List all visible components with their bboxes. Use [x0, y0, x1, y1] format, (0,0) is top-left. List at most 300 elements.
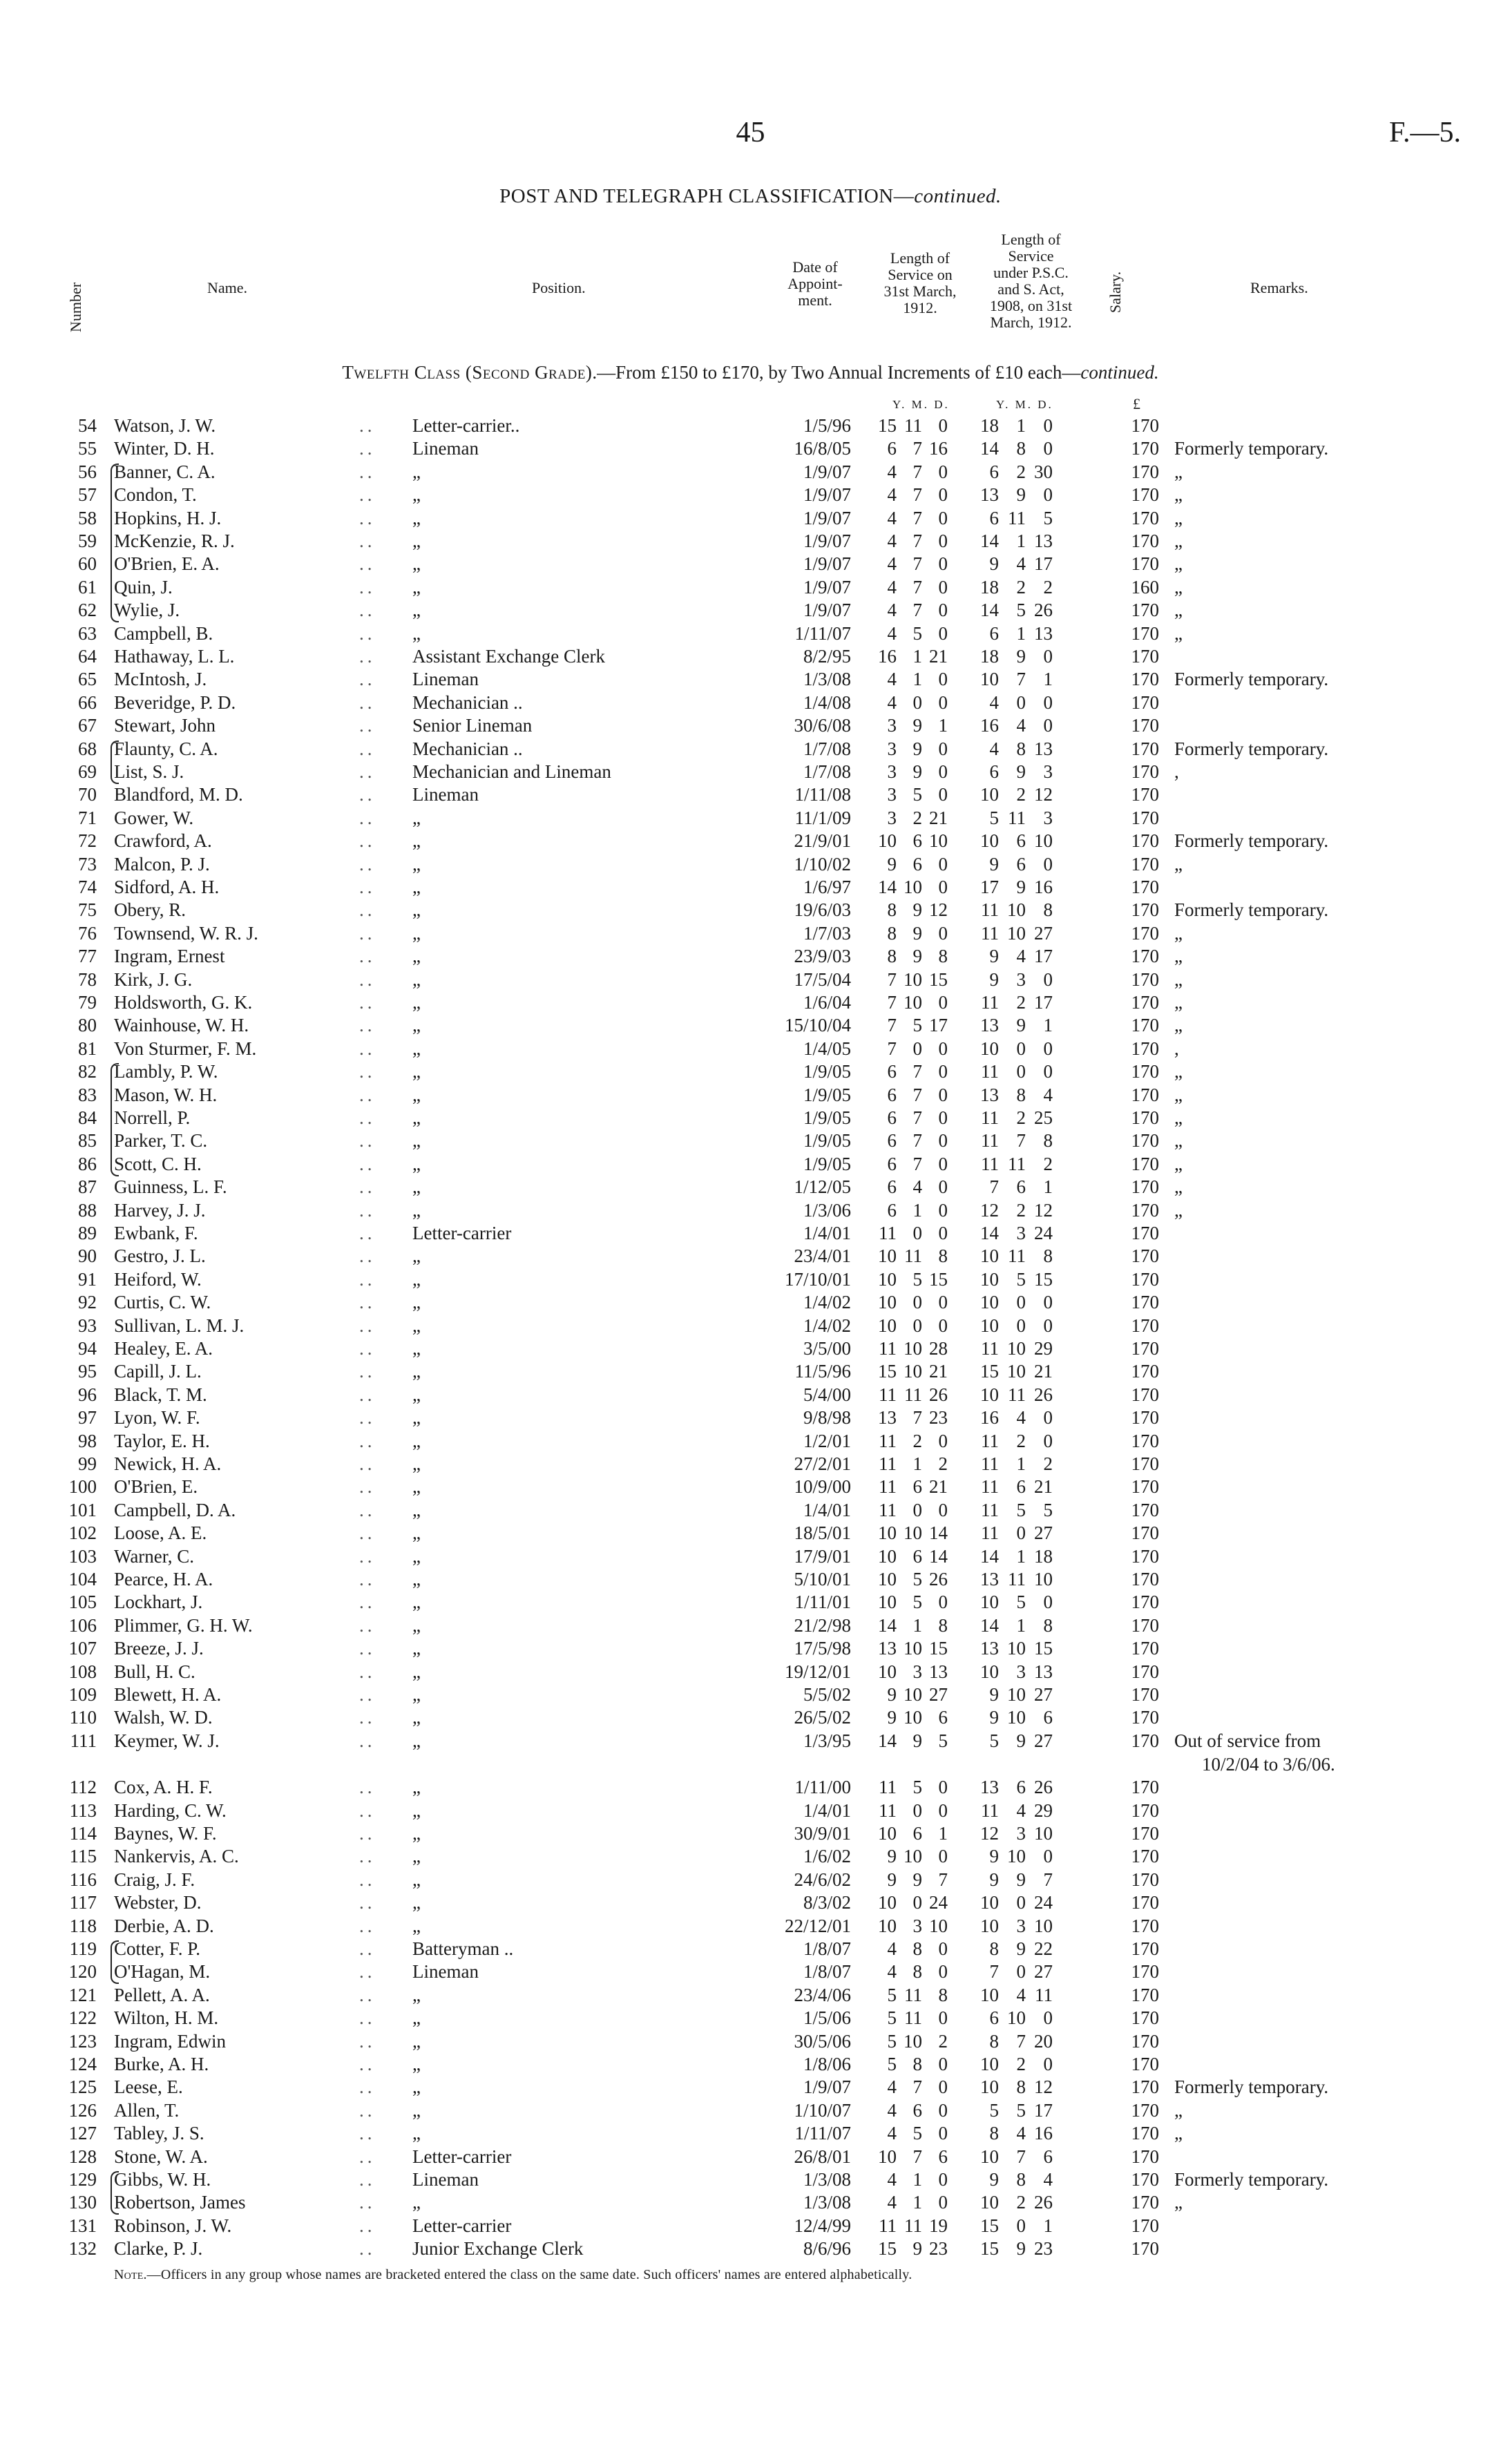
- service-months: 7: [912, 531, 922, 551]
- service-years: 10: [878, 1292, 897, 1313]
- psc-months: 7: [1016, 2146, 1026, 2167]
- service-days: 0: [938, 1315, 948, 1336]
- psc-years: 15: [980, 2215, 999, 2236]
- officer-name: O'Hagan, M.: [114, 1961, 211, 1983]
- officer-name: Condon, T.: [114, 484, 197, 506]
- remarks: „: [1174, 1130, 1183, 1152]
- service-days: 23: [929, 2238, 948, 2260]
- service-years: 3: [887, 761, 897, 782]
- service-days: 0: [938, 1061, 948, 1082]
- psc-days: 20: [1034, 2030, 1053, 2052]
- salary-value: 170: [1131, 1453, 1159, 1474]
- service-years: 8: [887, 922, 897, 944]
- service-years: 4: [887, 669, 897, 690]
- service-years: 16: [878, 646, 897, 667]
- officer-name: Burke, A. H.: [114, 2054, 209, 2074]
- row-number: 67: [78, 715, 97, 736]
- table-row: [0, 599, 1501, 622]
- table-row: [0, 1107, 1501, 1129]
- psc-days: 21: [1034, 1476, 1053, 1498]
- service-months: 9: [912, 946, 922, 967]
- service-years: 4: [887, 2123, 897, 2144]
- appointment-date: 1/10/07: [794, 2099, 851, 2121]
- psc-months: 0: [1016, 1061, 1026, 1082]
- remarks: „: [1174, 922, 1183, 944]
- appointment-date: 1/6/04: [803, 992, 851, 1013]
- table-row: [0, 1199, 1501, 1222]
- salary-value: 170: [1131, 438, 1159, 459]
- service-years: 9: [887, 1707, 897, 1728]
- salary-value: 170: [1131, 531, 1159, 551]
- salary-value: 170: [1131, 1268, 1159, 1290]
- salary-value: 170: [1131, 2146, 1159, 2167]
- officer-name: Robertson, James: [114, 2192, 246, 2213]
- psc-days: 2: [1043, 1153, 1053, 1174]
- appointment-date: 1/11/07: [794, 2123, 851, 2144]
- service-months: 7: [912, 1061, 922, 1082]
- service-days: 21: [929, 1361, 948, 1382]
- psc-years: 11: [981, 1153, 999, 1174]
- appointment-date: 5/10/01: [794, 1569, 851, 1589]
- officer-position: „: [412, 1407, 421, 1429]
- appointment-date: 1/11/01: [794, 1592, 851, 1613]
- officer-position: Lineman: [412, 669, 479, 690]
- leader-dots: ..: [359, 1915, 376, 1936]
- service-days: 10: [929, 1915, 948, 1936]
- service-years: 11: [879, 2215, 897, 2236]
- table-row: [0, 645, 1501, 668]
- officer-name: Clarke, P. J.: [114, 2238, 203, 2260]
- psc-header-line: and S. Act,: [997, 280, 1064, 298]
- psc-months: 1: [1016, 531, 1026, 551]
- footnote-label: Note.: [114, 2267, 147, 2282]
- officer-name: Heiford, W.: [114, 1268, 202, 1290]
- service-years: 11: [879, 1799, 897, 1821]
- leader-dots: ..: [359, 807, 376, 828]
- appointment-date: 3/5/00: [803, 1338, 851, 1359]
- table-row: [0, 922, 1501, 945]
- date-header-line: Date of: [792, 258, 838, 276]
- psc-days: 5: [1043, 507, 1053, 528]
- table-row: [0, 2030, 1501, 2053]
- leader-dots: ..: [359, 2076, 376, 2098]
- row-number: 128: [68, 2146, 97, 2167]
- service-months: 7: [912, 576, 922, 598]
- service-months: 6: [912, 2099, 922, 2121]
- psc-months: 0: [1016, 1961, 1026, 1983]
- psc-days: 8: [1043, 1614, 1053, 1636]
- appointment-date: 10/9/00: [794, 1476, 851, 1498]
- service-days: 0: [938, 922, 948, 944]
- leader-dots: ..: [359, 1130, 376, 1152]
- leader-dots: ..: [359, 646, 376, 667]
- officer-position: „: [412, 2192, 421, 2213]
- officer-name: Campbell, D. A.: [114, 1499, 236, 1520]
- salary-value: 170: [1131, 2054, 1159, 2074]
- row-number: 74: [78, 877, 97, 897]
- psc-months: 0: [1016, 1892, 1026, 1913]
- leader-dots: ..: [359, 1361, 376, 1382]
- appointment-date: 17/5/98: [794, 1638, 851, 1659]
- psc-years: 11: [981, 992, 999, 1013]
- service-days: 19: [929, 2215, 948, 2236]
- row-number: 64: [78, 646, 97, 667]
- service-days: 28: [929, 1338, 948, 1359]
- row-number: 63: [78, 622, 97, 644]
- salary-value: 170: [1131, 1961, 1159, 1983]
- psc-years: 10: [980, 2054, 999, 2074]
- table-row: [0, 1591, 1501, 1614]
- psc-months: 3: [1016, 1915, 1026, 1936]
- officer-name: Hopkins, H. J.: [114, 507, 222, 528]
- salary-value: 170: [1131, 1384, 1159, 1405]
- leader-dots: ..: [359, 600, 376, 621]
- service-months: 0: [912, 1892, 922, 1913]
- table-row: [0, 1430, 1501, 1453]
- table-row: [0, 576, 1501, 599]
- group-bracket: [111, 741, 119, 784]
- service-years: 4: [887, 1961, 897, 1983]
- psc-months: 11: [1008, 1153, 1026, 1174]
- table-row: [0, 1337, 1501, 1360]
- salary-value: 170: [1131, 484, 1159, 506]
- service-days: 0: [938, 2169, 948, 2190]
- psc-years: 9: [989, 1846, 999, 1867]
- psc-months: 1: [1016, 415, 1026, 436]
- service-years: 7: [887, 992, 897, 1013]
- psc-days: 24: [1034, 1223, 1053, 1243]
- remarks-continued: 10/2/04 to 3/6/06.: [1202, 1753, 1335, 1775]
- service-years: 4: [887, 576, 897, 598]
- salary-value: 170: [1131, 738, 1159, 759]
- officer-position: Letter-carrier..: [412, 415, 520, 436]
- officer-position: „: [412, 877, 421, 897]
- leader-dots: ..: [359, 1961, 376, 1983]
- psc-days: 10: [1034, 1569, 1053, 1589]
- remarks: „: [1174, 992, 1183, 1013]
- leader-dots: ..: [359, 1614, 376, 1636]
- service-years: 4: [887, 553, 897, 575]
- service-years: 6: [887, 1084, 897, 1105]
- officer-position: „: [412, 2054, 421, 2074]
- service-months: 7: [912, 1153, 922, 1174]
- row-number: 95: [78, 1361, 97, 1382]
- psc-days: 7: [1043, 1869, 1053, 1890]
- leader-dots: ..: [359, 2146, 376, 2167]
- officer-position: „: [412, 1453, 421, 1474]
- psc-years: 11: [981, 1799, 999, 1821]
- table-row: [0, 530, 1501, 553]
- service-header-line: Service on: [888, 266, 953, 283]
- leader-dots: ..: [359, 1038, 376, 1059]
- salary-value: 170: [1131, 761, 1159, 782]
- appointment-date: 24/6/02: [794, 1869, 851, 1890]
- row-number: 129: [68, 2169, 97, 2190]
- service-years: 14: [878, 1614, 897, 1636]
- psc-years: 8: [989, 2030, 999, 2052]
- service-months: 9: [912, 899, 922, 921]
- leader-dots: ..: [359, 877, 376, 897]
- table-row: [0, 1869, 1501, 1891]
- appointment-date: 1/9/07: [803, 507, 851, 528]
- service-months: 5: [912, 1268, 922, 1290]
- appointment-date: 5/4/00: [803, 1384, 851, 1405]
- row-number: 132: [68, 2238, 97, 2260]
- table-row: [0, 1706, 1501, 1729]
- psc-months: 5: [1016, 1499, 1026, 1520]
- psc-months: 11: [1008, 1384, 1026, 1405]
- officer-position: Senior Lineman: [412, 715, 533, 736]
- service-months: 1: [912, 2192, 922, 2213]
- psc-months: 7: [1016, 2030, 1026, 2052]
- officer-position: „: [412, 2007, 421, 2029]
- remarks: „: [1174, 1199, 1183, 1221]
- psc-days: 27: [1034, 1730, 1053, 1751]
- psc-months: 4: [1016, 1984, 1026, 2005]
- row-number: 71: [78, 807, 97, 828]
- salary-value: 170: [1131, 1315, 1159, 1336]
- appointment-date: 1/9/07: [803, 553, 851, 575]
- officer-name: Parker, T. C.: [114, 1130, 208, 1152]
- table-row: [0, 2007, 1501, 2030]
- service-years: 9: [887, 853, 897, 875]
- row-number: 86: [78, 1153, 97, 1174]
- officer-position: „: [412, 1592, 421, 1613]
- service-years: 6: [887, 1153, 897, 1174]
- officer-name: Campbell, B.: [114, 622, 213, 644]
- officer-position: „: [412, 1338, 421, 1359]
- service-days: 0: [938, 1038, 948, 1059]
- officer-name: Curtis, C. W.: [114, 1292, 211, 1313]
- row-number: 83: [78, 1084, 97, 1105]
- psc-years: 6: [989, 461, 999, 482]
- psc-years: 12: [980, 1199, 999, 1221]
- officer-name: Kirk, J. G.: [114, 968, 193, 990]
- psc-days: 6: [1043, 2146, 1053, 2167]
- service-months: 1: [912, 2169, 922, 2190]
- officer-position: „: [412, 830, 421, 852]
- row-number: 89: [78, 1223, 97, 1243]
- service-years: 4: [887, 2099, 897, 2121]
- officer-position: „: [412, 1984, 421, 2005]
- psc-months: 0: [1016, 1522, 1026, 1544]
- service-years: 10: [878, 1268, 897, 1290]
- class-heading-name: Twelfth Class (Second Grade): [342, 362, 593, 383]
- service-months: 6: [912, 1476, 922, 1498]
- psc-days: 0: [1043, 853, 1053, 875]
- service-years: 4: [887, 2169, 897, 2190]
- leader-dots: ..: [359, 553, 376, 575]
- service-days: 6: [938, 2146, 948, 2167]
- salary-value: 170: [1131, 1661, 1159, 1682]
- table-row: [0, 2191, 1501, 2214]
- table-row: [0, 1060, 1501, 1083]
- psc-months: 10: [1007, 1638, 1026, 1659]
- psc-days: 24: [1034, 1892, 1053, 1913]
- psc-months: 5: [1016, 1268, 1026, 1290]
- row-number: 92: [78, 1292, 97, 1313]
- remarks: „: [1174, 2099, 1183, 2121]
- officer-name: Allen, T.: [114, 2099, 180, 2121]
- psc-days: 1: [1043, 1015, 1053, 1036]
- psc-months: 2: [1016, 1430, 1026, 1451]
- psc-months: 8: [1016, 438, 1026, 459]
- service-years: 15: [878, 2238, 897, 2260]
- service-years: 10: [878, 1915, 897, 1936]
- psc-years: 11: [981, 1130, 999, 1152]
- service-months: 0: [912, 691, 922, 713]
- officer-name: Ingram, Edwin: [114, 2030, 226, 2052]
- service-years: 7: [887, 968, 897, 990]
- psc-years: 9: [989, 968, 999, 990]
- leader-dots: ..: [359, 2099, 376, 2121]
- officer-position: „: [412, 1361, 421, 1382]
- psc-years: 10: [980, 830, 999, 852]
- service-months: 7: [912, 2076, 922, 2098]
- officer-name: Plimmer, G. H. W.: [114, 1614, 253, 1636]
- psc-header-line: Length of: [1001, 231, 1061, 248]
- service-months: 10: [904, 1707, 922, 1728]
- psc-days: 0: [1043, 691, 1053, 713]
- service-months: 11: [904, 1384, 922, 1405]
- officer-position: „: [412, 531, 421, 551]
- psc-months: 1: [1016, 622, 1026, 644]
- column-header-position: Position.: [532, 279, 586, 296]
- service-months: 8: [912, 2054, 922, 2074]
- psc-years: 9: [989, 1707, 999, 1728]
- officer-position: „: [412, 1661, 421, 1682]
- psc-years: 5: [989, 807, 999, 828]
- service-years: 4: [887, 2192, 897, 2213]
- service-days: 7: [938, 1869, 948, 1890]
- appointment-date: 1/9/05: [803, 1130, 851, 1152]
- leader-dots: ..: [359, 1499, 376, 1520]
- service-months: 7: [912, 461, 922, 482]
- psc-months: 0: [1016, 2215, 1026, 2236]
- psc-years: 13: [980, 1015, 999, 1036]
- row-number: 118: [69, 1915, 97, 1936]
- table-row: [0, 622, 1501, 645]
- officer-position: „: [412, 1199, 421, 1221]
- service-units: Y. M. D.: [892, 398, 950, 411]
- row-number: 77: [78, 946, 97, 967]
- salary-value: 170: [1131, 968, 1159, 990]
- salary-value: 170: [1131, 1245, 1159, 1267]
- service-days: 15: [929, 1638, 948, 1659]
- officer-position: Lineman: [412, 2169, 479, 2190]
- psc-years: 15: [980, 2238, 999, 2260]
- remarks: „: [1174, 1061, 1183, 1082]
- table-row: [0, 968, 1501, 991]
- salary-value: 170: [1131, 1107, 1159, 1128]
- leader-dots: ..: [359, 531, 376, 551]
- service-years: 6: [887, 1130, 897, 1152]
- service-days: 8: [938, 1984, 948, 2005]
- leader-dots: ..: [359, 922, 376, 944]
- service-days: 0: [938, 461, 948, 482]
- table-row: [0, 945, 1501, 968]
- service-months: 0: [912, 1315, 922, 1336]
- service-days: 0: [938, 1176, 948, 1198]
- row-number: 85: [78, 1130, 97, 1152]
- appointment-date: 1/3/08: [803, 669, 851, 690]
- psc-months: 0: [1016, 1315, 1026, 1336]
- psc-years: 10: [980, 1592, 999, 1613]
- salary-value: 170: [1131, 899, 1159, 921]
- officer-name: McKenzie, R. J.: [114, 531, 235, 551]
- leader-dots: ..: [359, 1476, 376, 1498]
- psc-years: 9: [989, 553, 999, 575]
- officer-name: Malcon, P. J.: [114, 853, 210, 875]
- officer-position: „: [412, 622, 421, 644]
- appointment-date: 23/9/03: [794, 946, 851, 967]
- service-years: 4: [887, 600, 897, 621]
- remarks: Formerly temporary.: [1174, 2076, 1329, 2098]
- psc-months: 9: [1016, 2238, 1026, 2260]
- row-number: 88: [78, 1199, 97, 1221]
- service-years: 10: [878, 1823, 897, 1844]
- table-row: [0, 1822, 1501, 1845]
- psc-months: 6: [1016, 1176, 1026, 1198]
- table-row: [0, 2053, 1501, 2076]
- row-number: 112: [69, 1777, 97, 1798]
- table-row: [0, 1384, 1501, 1406]
- leader-dots: ..: [359, 1084, 376, 1105]
- service-years: 6: [887, 1107, 897, 1128]
- salary-value: 170: [1131, 1892, 1159, 1913]
- officer-position: „: [412, 992, 421, 1013]
- service-years: 6: [887, 1061, 897, 1082]
- table-row: [0, 1891, 1501, 1914]
- psc-months: 2: [1016, 576, 1026, 598]
- service-years: 4: [887, 2076, 897, 2098]
- service-days: 0: [938, 784, 948, 805]
- officer-position: „: [412, 1869, 421, 1890]
- table-row: [0, 1291, 1501, 1314]
- service-days: 0: [938, 1499, 948, 1520]
- appointment-date: 1/5/96: [803, 415, 851, 436]
- salary-value: 170: [1131, 1823, 1159, 1844]
- table-row: [0, 1960, 1501, 1983]
- psc-years: 12: [980, 1823, 999, 1844]
- leader-dots: ..: [359, 1015, 376, 1036]
- salary-value: 170: [1131, 553, 1159, 575]
- officer-position: Junior Exchange Clerk: [412, 2238, 584, 2260]
- row-number: 93: [78, 1315, 97, 1336]
- service-years: 14: [878, 877, 897, 897]
- psc-days: 17: [1034, 553, 1053, 575]
- service-months: 10: [904, 1361, 922, 1382]
- psc-months: 1: [1016, 1545, 1026, 1567]
- officer-name: Lockhart, J.: [114, 1592, 203, 1613]
- psc-years: 11: [981, 1499, 999, 1520]
- service-years: 15: [878, 1361, 897, 1382]
- service-years: 11: [879, 1453, 897, 1474]
- appointment-date: 1/4/01: [803, 1799, 851, 1821]
- officer-position: „: [412, 1684, 421, 1705]
- salary-value: 170: [1131, 1569, 1159, 1589]
- table-row: [0, 1799, 1501, 1822]
- officer-position: „: [412, 1015, 421, 1036]
- appointment-date: 11/5/96: [794, 1361, 851, 1382]
- psc-days: 0: [1043, 438, 1053, 459]
- psc-years: 18: [980, 646, 999, 667]
- service-months: 11: [904, 1245, 922, 1267]
- service-days: 14: [929, 1545, 948, 1567]
- salary-value: 170: [1131, 646, 1159, 667]
- service-months: 7: [912, 438, 922, 459]
- officer-name: Pellett, A. A.: [114, 1984, 210, 2005]
